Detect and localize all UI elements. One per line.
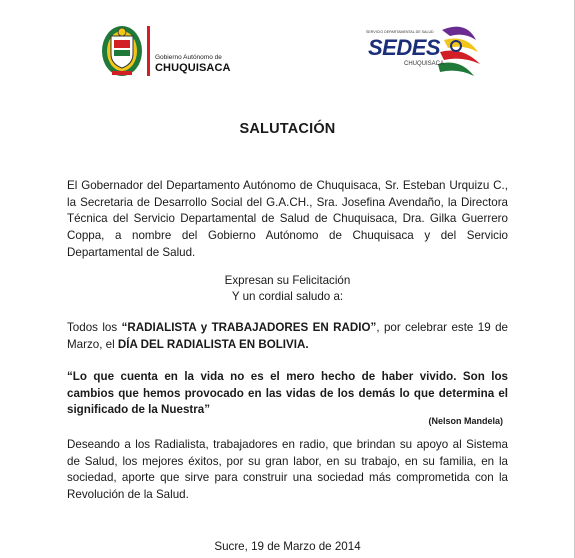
intro-paragraph: El Gobernador del Departamento Autónomo de Chuquisaca, Sr. Esteban Urquizu C., la Secretaria de Desarrollo Social del G.A.CH., Sra. Josefina Avendaño, la Directora Técnica del Servicio Departamental de Salud de Chuquisaca, Dra. Gilka Guerrero Coppa, a nombre del Gobierno Autónomo de Chuquisaca y del Servicio Departamental de Salud.	[67, 179, 508, 259]
sedes-name: SEDES	[368, 35, 441, 60]
dedication-mid: , por celebrar este 19 de Marzo, el	[67, 321, 508, 351]
sedes-logo	[364, 20, 484, 82]
closing-paragraph: Deseando a los Radialista, trabajadores en radio, que brindan su apoyo al Sistema de Salud, los mejores éxitos, por su gran labor, en su trabajo, en su familia, en la sociedad, aporte que sirve para construir una sociedad más comprometida con la Revolución de la Salud.	[67, 438, 508, 502]
dedication-recipients: “RADIALISTA y TRABAJADORES EN RADIO”	[121, 321, 377, 334]
date-line: Sucre, 19 de Marzo de 2014	[214, 540, 361, 553]
gobierno-chuquisaca-logo	[100, 20, 230, 80]
mandela-quote: “Lo que cuenta en la vida no es el mero hecho de haber vivido. Son los cambios que hemos provocado en las vidas de los demás lo que determina el significado de la Nuestra”	[67, 370, 508, 417]
quote-author: (Nelson Mandela)	[428, 416, 503, 426]
document-title: SALUTACIÓN	[239, 121, 336, 137]
sedes-emblem-icon	[436, 22, 482, 80]
logo-line1: Gobierno Autónomo de	[155, 54, 222, 61]
greeting-line-2: Y un cordial saludo a:	[231, 290, 344, 303]
sedes-sub: CHUQUISACA	[404, 61, 445, 67]
greeting-line-1: Expresan su Felicitación	[224, 274, 351, 287]
sedes-top-text: SERVICIO DEPARTAMENTAL DE SALUD	[366, 30, 434, 34]
dedication-pre: Todos los	[67, 321, 122, 334]
dedication-paragraph	[67, 320, 508, 353]
logo-line2: CHUQUISACA	[155, 62, 231, 74]
dedication-day: DÍA DEL RADIALISTA EN BOLIVIA.	[117, 337, 309, 351]
